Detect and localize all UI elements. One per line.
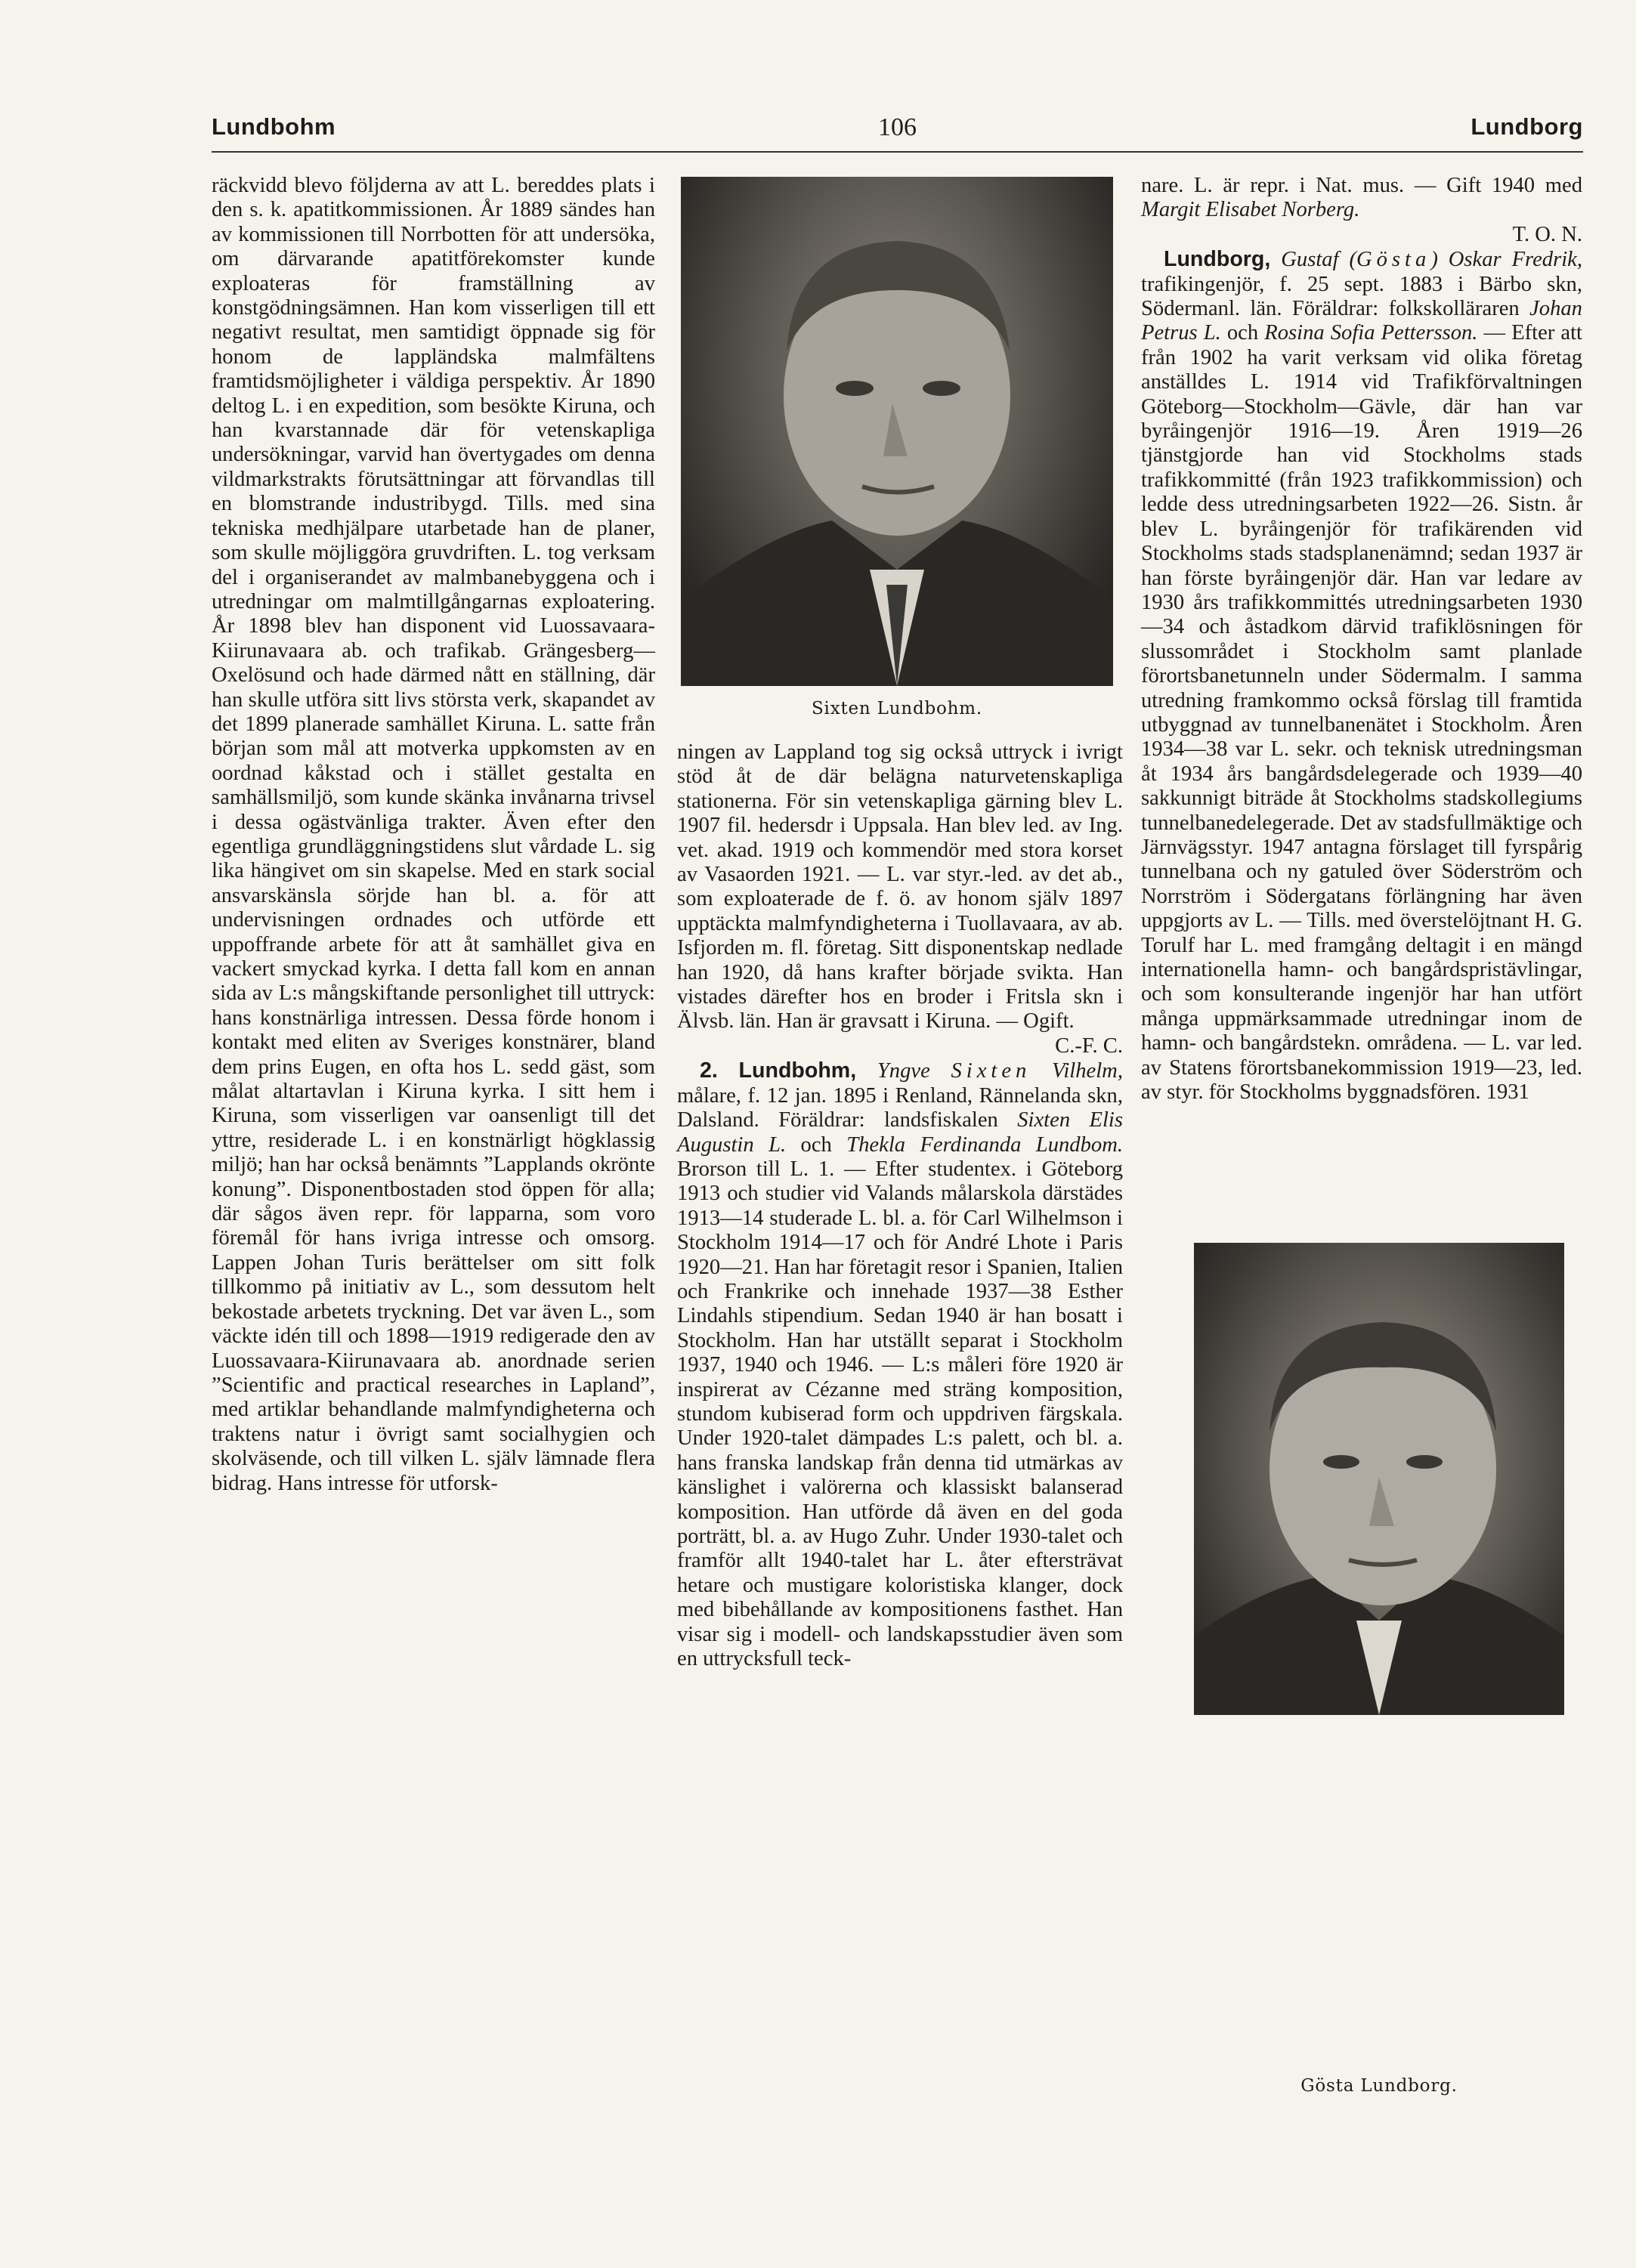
entry3-headword: Lundborg, [1164, 247, 1271, 272]
portrait-sixten-lundbohm [681, 177, 1113, 686]
entry2-text-2: Brorson till L. 1. — Efter studentex. i Göteborg 1913 och studier vid Valands målarskola därstädes 1913—14 studerade L. bl. a. för Carl Wilhelmson i Stockholm 1914—17 och för André Lhote i Paris 1920—21. Han har företagit resor i Spanien, Italien och Frankrike och innehade 1937—38 Esther Lindahls stipendium. Sedan 1940 är han bosatt i Stockholm. Han har utställt separat i Stockholm 1937, 1940 och 1946. — L:s måleri före 1920 är inspirerat av Cézanne med sträng komposition, stundom kubiserad form och uppdriven färgskala. Under 1920-talet dämpades L:s palett, och bl. a. hans franska landskap från denna tid utmärkas av känslighet i valörerna och klassiskt balanserad komposition. Han utförde då även en del goda porträtt, bl. a. av Hugo Zuhr. Under 1930-talet och framför allt 1940-talet har L. åter eftersträvat hetare och mustigare koloristiska klanger, dock med bibehållande av kompositionens fasthet. Han visar sig i modell- och landskapsstudier även som en uttrycksfull teck- [677, 1157, 1123, 1671]
entry3-and: och [1226, 321, 1259, 345]
column-left [212, 174, 655, 2214]
entry2-given-name-2: Vilhelm, [1052, 1059, 1123, 1083]
entry2-called-name: Sixten [951, 1059, 1031, 1083]
entry2-text-1: målare, f. 12 jan. 1895 i Renland, Rännelanda skn, Dalsland. Föräldrar: landsfiskalen [677, 1083, 1123, 1132]
header-left-word: Lundbohm [212, 113, 336, 140]
entry2-mother: Thekla Ferdinanda Lundbom. [846, 1132, 1123, 1157]
entry2-and: och [800, 1132, 832, 1157]
entry3-paragraph: Lundborg, Gustaf (Gösta) Oskar Fredrik, trafikingenjör, f. 25 sept. 1883 i Bärbo skn, Södermanl. län. Föräldrar: folkskolläraren Johan Petrus L. och Rosina Sofia Pettersson. — Efter att från 1902 ha varit verksam vid olika företag anställdes L. 1914 vid Trafikförvaltningen Göteborg—Stockholm—Gävle, där han var byråingenjör 1916—19. Åren 1919—26 tjänstgjorde han vid Stockholms stads trafikkommitté (från 1923 trafikkommission) och ledde dess utredningsarbeten 1922—26. Sistn. år blev L. byråingenjör för trafikärenden vid Stockholms stads stadsplanenämnd; sedan 1937 är han förste byråingenjör där. Han var ledare av 1930 års trafikkommittés utredningsarbeten 1930—34 och åstadkom därvid trafiklösningen för slussområdet i Stockholm samt planlade förortsbanetunneln under Södermalm. I samma utredning framkommo också förslag till framtida utbyggnad av tunnelbanenätet i Stockholm. Åren 1934—38 var L. sekr. och teknisk utredningsman åt 1934 års bangårdsdelegerade och 1939—40 sakkunnigt biträde åt Stockholms stadskollegiums tunnelbanedelegerade. Det av stadsfullmäktige och Järnvägsstyr. 1947 antagna förslaget till fyrspårig tunnelbana och ny gatuled över Söderström och Norrström i Södergatans förlängning har även uppgjorts av L. — Tills. med överstelöjtnant H. G. Torulf har L. med framgång deltagit i en mängd internationella hamn- och bangårdspristävlingar, och som konsulterande ingenjör har han utfört många uppmärksammade utredningar inom de hamn- och bangårdstekn. områdena. — L. var led. av Statens förortsbanekommission 1919—23, led. av styr. för Stockholms byggnadsfören. 1931 [1141, 247, 1583, 1105]
entry2-paragraph [677, 1058, 1123, 1671]
entry3-given-name: Gustaf [1281, 248, 1339, 272]
entry2-signature: T. O. N. [1512, 222, 1582, 246]
header-rule [212, 151, 1583, 153]
entry1-continuation [677, 740, 1123, 1058]
column-right [1141, 174, 1582, 1367]
entry3-called-name: Gösta [1356, 248, 1431, 272]
portrait-gosta-drawing [1194, 1243, 1564, 1715]
caption-gosta-lundborg: Gösta Lundborg. [1300, 2076, 1458, 2096]
page-number: 106 [878, 113, 917, 141]
entry2-wife: Margit Elisabet Norberg. [1141, 198, 1360, 222]
portrait-sixten-drawing [681, 177, 1113, 686]
column-middle [677, 740, 1123, 2214]
caption-sixten-lundbohm: Sixten Lundbohm. [812, 699, 982, 718]
entry1-text: ningen av Lappland tog sig också uttryck i ivrigt stöd åt de där belägna naturvetenskapliga stationerna. För sin vetenskapliga gärning blev L. 1907 fil. hedersdr i Uppsala. Han blev led. av Ing. vet. akad. 1919 och kommendör med stora korset av Vasaorden 1921. — L. var styr.-led. av det ab., som exploaterade de f. ö. av honom själv 1897 upptäckta malmfyndigheterna i Tuollavaara, av ab. Isfjorden m. fl. företag. Sitt disponentskap nedlade han 1920, då hans krafter började svikta. Han vistades därefter hos en broder i Fritsla skn i Älvsb. län. Han är gravsatt i Kiruna. — Ogift. [677, 740, 1123, 1034]
entry3-text-2: — Efter att från 1902 ha varit verksam vid olika företag anställdes L. 1914 vid Trafikförvaltningen Göteborg—Stockholm—Gävle, där han var byråingenjör 1916—19. Åren 1919—26 tjänstgjorde han vid Stockholms stads trafikkommitté (från 1923 trafikkommission) och ledde dess utredningsarbeten 1922—26. Sistn. år blev L. byråingenjör för trafikärenden vid Stockholms stads stadsplanenämnd; sedan 1937 är han förste byråingenjör där. Han var ledare av 1930 års trafikkommittés utredningsarbeten 1930—34 och åstadkom därvid trafiklösningen för slussområdet i Stockholm samt planlade förortsbanetunneln under Södermalm. I samma utredning framkommo också förslag till framtida utbyggnad av tunnelbanenätet i Stockholm. Åren 1934—38 var L. sekr. och teknisk utredningsman åt 1934 års bangårdsdelegerade och 1939—40 sakkunnigt biträde åt Stockholms stadskollegiums tunnelbanedelegerade. Det av stadsfullmäktige och Järnvägsstyr. 1947 antagna förslaget till fyrspårig tunnelbana och ny gatuled över Söderström och Norrström i Södergatans förlängning har även uppgjorts av L. — Tills. med överstelöjtnant H. G. Torulf har L. med framgång deltagit i en mängd internationella hamn- och bangårdspristävlingar, och som konsulterande ingenjör har han utfört många uppmärksammade utredningar inom de hamn- och bangårdstekn. områdena. — L. var led. av Statens förortsbanekommission 1919—23, led. av styr. för Stockholms byggnadsfören. 1931 [1141, 321, 1582, 1105]
portrait-gosta-lundborg [1194, 1243, 1564, 1715]
entry3-text-1: trafikingenjör, f. 25 sept. 1883 i Bärbo skn, Södermanl. län. Föräldrar: folkskolläraren [1141, 272, 1582, 321]
column-left-text: räckvidd blevo följderna av att L. bereddes plats i den s. k. apatitkommissionen. År 1889 sändes han av kommissionen till Norrbotten för att undersöka, om därvarande apatitförekomster kunde exploateras för framställning av konstgödningsämnen. Han kom visserligen till ett negativt resultat, men samtidigt öppnade sig för honom de lappländska malmfältens framtidsmöjligheter i väldiga perspektiv. År 1890 deltog L. i en expedition, som besökte Kiruna, och han kvarstannade där för vetenskapliga undersökningar, varvid han övertygades om denna vildmarkstrakts förutsättningar att förvandlas till en blomstrande industribygd. Tills. med sina tekniska medhjälpare utarbetade han de planer, som skulle möjliggöra gruvdriften. L. tog verksam del i organiserandet av malmbanebyggena och i utredningar om malmtillgångarnas exploatering. År 1898 blev han disponent vid Luossavaara-Kiirunavaara ab. och trafikab. Grängesberg—Oxelösund och hade därmed nått en ställning, där han skulle utföra sitt livs största verk, skapandet av det 1899 planerade samhället Kiruna. L. satte från början som mål att motverka uppkomsten av en oordnad kåkstad och i stället gestalta en samhällsmiljö, som kunde skänka invånarna trivsel i dessa ogästvänliga trakter. Även efter den egentliga grundläggningstidens slut vårdade L. sig lika hängivet om sin skapelse. Med en stark social ansvarskänsla sörjde han bl. a. för att undervisningen ordnades och utförde ett uppoffrande arbete för att åt samhället giva en vackert smyckad kyrka. I detta fall kom en annan sida av L:s mångskiftande personlighet till uttryck: hans konstnärliga intressen. Dessa förde honom i kontakt med eliten av Sveriges konstnärer, bland dem prins Eugen, en ofta hos L. sedd gäst, som målat altartavlan i Kiruna kyrka. I sitt hem i Kiruna, som visserligen var oansenligt till det yttre, residerade L. i en konstnärligt högklassig miljö; han har också benämnts ”Lapplands okrönte konung”. Disponentbostaden stod öppen för alla; där sågos även repr. för lapparna, som voro föremål för hans ivriga intresse och omsorg. Lappen Johan Turis berättelser om sitt folk tillkommo på initiativ av L., som dessutom helt bekostade arbetets tryckning. Det var även L., som väckte idén till och 1898—1919 redigerade den av Luossavaara-Kiirunavaara ab. anordnade serien ”Scientific and practical researches in Lapland”, med artiklar behandlande malmfyndigheterna och traktens natur i övrigt samt socialhygien och skolväsende, och till vilken L. själv lämnade flera bidrag. Hans intresse för utforsk- [212, 174, 655, 1495]
entry2-number: 2. [700, 1058, 718, 1083]
entry3-father: Johan Petrus L. [1141, 297, 1582, 345]
entry2-end-text: nare. L. är repr. i Nat. mus. — Gift 1940 med [1141, 174, 1582, 197]
running-header [212, 106, 1583, 151]
entry2-father: Sixten Elis Augustin L. [677, 1108, 1124, 1157]
entry2-given-name: Yngve [877, 1059, 930, 1083]
entry3-mother: Rosina Sofia Pettersson. [1264, 321, 1478, 345]
header-right-word: Lundborg [1471, 113, 1583, 140]
entry2-headword: Lundbohm, [738, 1058, 857, 1083]
entry1-signature: C.-F. C. [1055, 1034, 1123, 1058]
entry2-end [1141, 174, 1582, 247]
entry3-given-name-2: Oskar Fredrik, [1448, 248, 1583, 272]
